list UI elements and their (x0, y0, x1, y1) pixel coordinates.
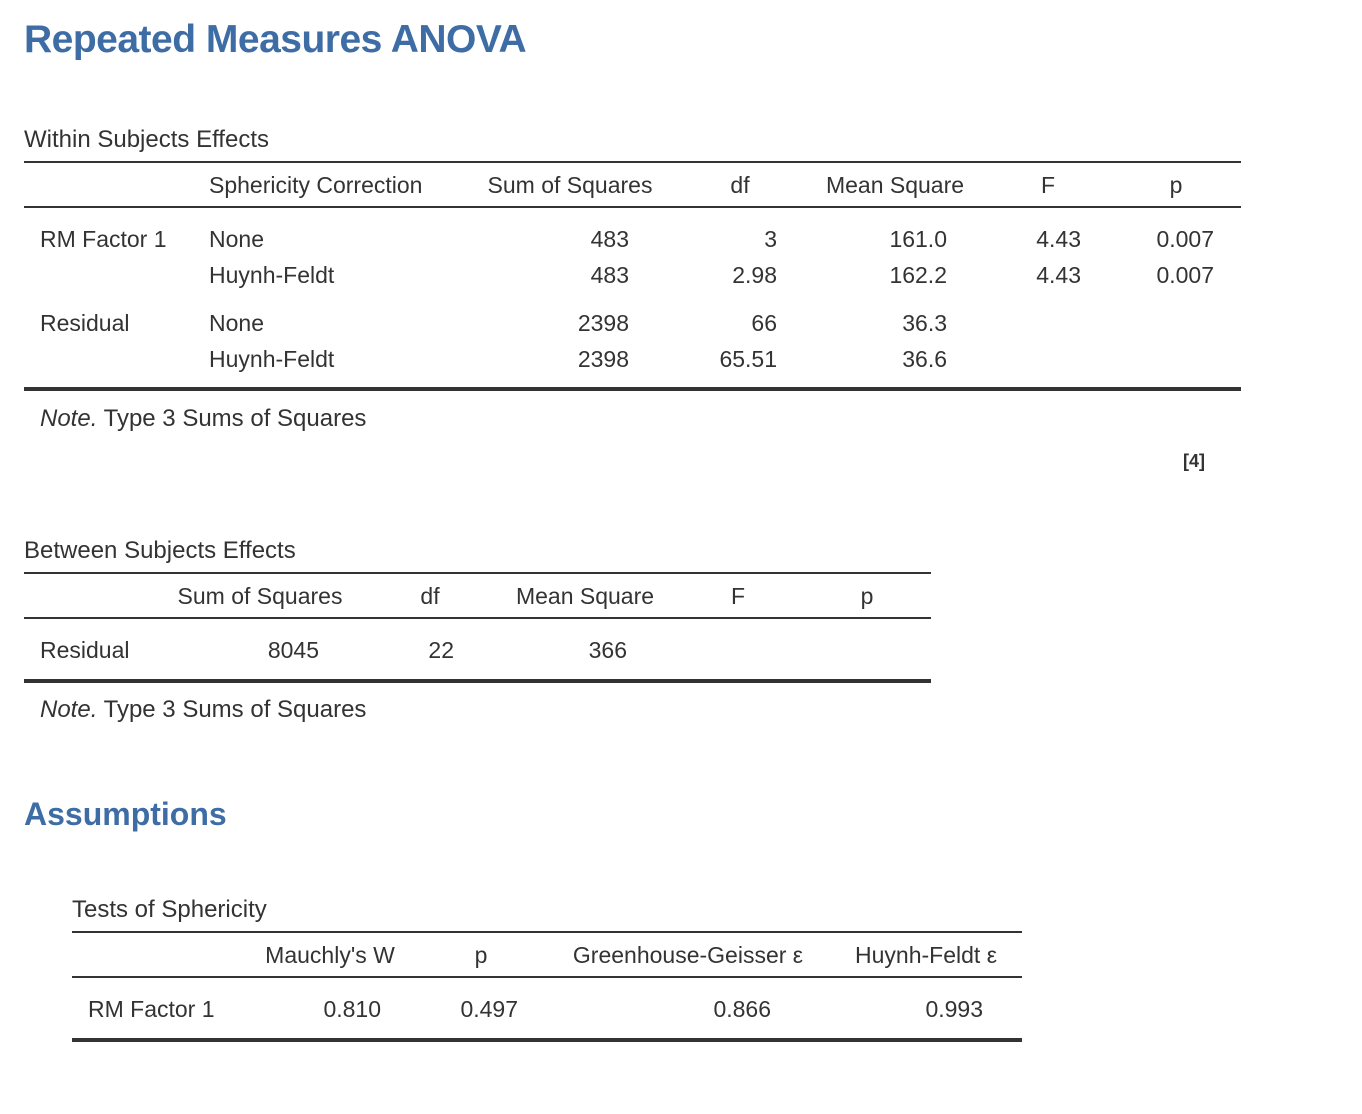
col-header-mean-square: Mean Square (515, 583, 655, 609)
row-greenhouse-geisser: 0.866 (713, 996, 771, 1022)
row-correction: None (209, 310, 264, 336)
col-header-sum-of-squares: Sum of Squares (487, 172, 653, 198)
row-f: 4.43 (1036, 262, 1081, 288)
table-bottom-rule (24, 679, 931, 683)
note-label: Note. (40, 696, 98, 723)
row-mean-square: 162.2 (889, 262, 947, 288)
reference-link[interactable]: [4] (1183, 451, 1205, 471)
col-header-sphericity-correction: Sphericity Correction (209, 172, 423, 198)
row-sum-of-squares: 483 (590, 262, 629, 288)
table-bottom-rule (24, 387, 1241, 391)
row-effect: RM Factor 1 (40, 226, 167, 252)
header-rule (24, 617, 931, 619)
col-header-df: df (420, 583, 440, 609)
note-label: Note. (40, 405, 98, 432)
row-f: 4.43 (1036, 226, 1081, 252)
row-effect: Residual (40, 310, 130, 336)
page-title: Repeated Measures ANOVA (24, 18, 527, 61)
assumptions-heading: Assumptions (24, 796, 227, 832)
row-effect: RM Factor 1 (88, 996, 215, 1022)
table-top-rule (72, 931, 1022, 933)
col-header-sum-of-squares: Sum of Squares (177, 583, 343, 609)
row-p: 0.497 (460, 996, 518, 1022)
col-header-huynh-feldt: Huynh-Feldt ε (855, 942, 997, 968)
table-note (40, 405, 366, 433)
table-top-rule (24, 161, 1241, 163)
table-caption: Within Subjects Effects (24, 126, 269, 153)
row-df: 2.98 (732, 262, 777, 288)
header-rule (72, 976, 1022, 978)
row-df: 22 (428, 637, 454, 663)
col-header-greenhouse-geisser: Greenhouse-Geisser ε (572, 942, 804, 968)
table-caption: Tests of Sphericity (72, 896, 267, 923)
col-header-df: df (730, 172, 750, 198)
row-correction: None (209, 226, 264, 252)
row-p: 0.007 (1156, 226, 1214, 252)
row-huynh-feldt: 0.993 (925, 996, 983, 1022)
row-df: 65.51 (719, 346, 777, 372)
col-header-p: p (860, 583, 874, 609)
table-top-rule (24, 572, 931, 574)
row-sum-of-squares: 8045 (267, 637, 319, 663)
row-mean-square: 36.3 (902, 310, 947, 336)
row-correction: Huynh-Feldt (209, 262, 335, 288)
row-mean-square: 161.0 (889, 226, 947, 252)
header-rule (24, 206, 1241, 208)
note-text: Type 3 Sums of Squares (97, 405, 367, 432)
row-correction: Huynh-Feldt (209, 346, 335, 372)
row-df: 66 (751, 310, 777, 336)
col-header-f: F (730, 583, 746, 609)
col-header-mauchlys-w: Mauchly's W (265, 942, 395, 968)
row-sum-of-squares: 2398 (577, 310, 629, 336)
table-caption: Between Subjects Effects (24, 537, 296, 564)
row-p: 0.007 (1156, 262, 1214, 288)
row-mean-square: 366 (588, 637, 627, 663)
col-header-f: F (1040, 172, 1056, 198)
col-header-mean-square: Mean Square (825, 172, 965, 198)
row-mean-square: 36.6 (902, 346, 947, 372)
col-header-p: p (474, 942, 488, 968)
row-df: 3 (764, 226, 777, 252)
row-effect: Residual (40, 637, 130, 663)
row-sum-of-squares: 2398 (577, 346, 629, 372)
col-header-p: p (1169, 172, 1183, 198)
row-mauchlys-w: 0.810 (323, 996, 381, 1022)
table-note (40, 696, 366, 724)
table-bottom-rule (72, 1038, 1022, 1042)
note-text: Type 3 Sums of Squares (97, 696, 367, 723)
row-sum-of-squares: 483 (590, 226, 629, 252)
